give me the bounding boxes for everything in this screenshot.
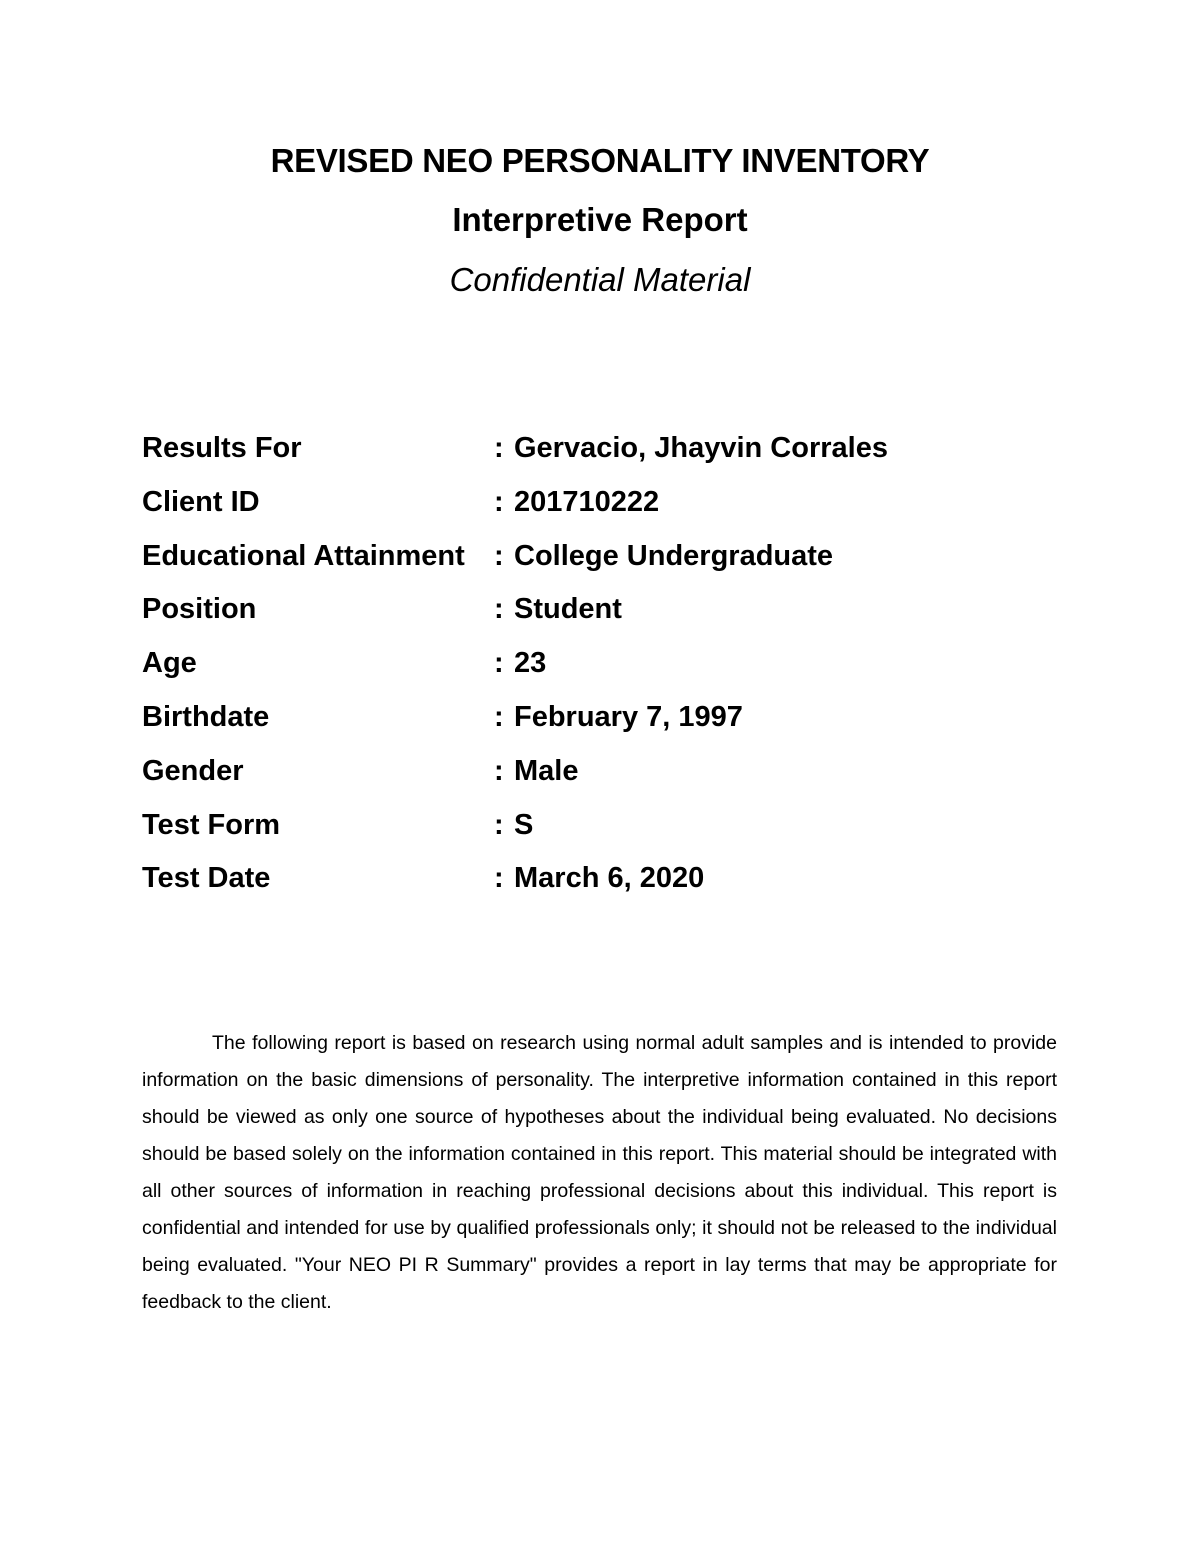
field-row-birthdate [142, 697, 1042, 751]
field-value: February 7, 1997 [514, 700, 743, 733]
field-row-educational-attainment [142, 536, 1042, 590]
report-title: REVISED NEO PERSONALITY INVENTORY [270, 142, 930, 179]
field-value: S [514, 808, 534, 841]
field-label: Educational Attainment [142, 539, 465, 572]
field-value: Student [514, 593, 622, 626]
disclaimer-paragraph: The following report is based on research using normal adult samples and is intended to provide information on the basic dimensions of personality. The interpretive information contained in this report should be viewed as only one source of hypotheses about the individual being evaluated. No decisions should be based solely on the information contained in this report. This material should be integrated with all other sources of information in reaching professional decisions about this individual. This report is confidential and intended for use by qualified professionals only; it should not be released to the individual being evaluated. "Your NEO PI R Summary" provides a report in lay terms that may be appropriate for feedback to the client. [142, 1031, 1057, 1313]
field-label: Age [142, 647, 197, 680]
field-separator: : [494, 700, 504, 733]
field-row-test-date [142, 858, 1042, 912]
field-label: Results For [142, 432, 302, 464]
field-row-position [142, 589, 1042, 643]
field-row-results-for [142, 428, 1042, 482]
field-value: March 6, 2020 [514, 862, 705, 895]
field-row-client-id [142, 482, 1042, 536]
field-value: 23 [514, 647, 547, 680]
field-separator: : [494, 593, 504, 626]
field-separator: : [494, 808, 504, 841]
field-label: Test Date [142, 862, 271, 895]
field-row-gender [142, 751, 1042, 805]
field-row-test-form [142, 805, 1042, 859]
field-value: 201710222 [514, 485, 660, 518]
field-value: Male [514, 754, 579, 787]
client-info-fields [142, 428, 1042, 912]
field-label: Gender [142, 754, 244, 787]
field-separator: : [494, 539, 504, 572]
field-label: Client ID [142, 485, 260, 518]
field-separator: : [494, 862, 504, 895]
field-separator: : [494, 485, 504, 518]
confidential-notice: Confidential Material [449, 261, 751, 298]
field-value: College Undergraduate [514, 539, 834, 572]
field-value: Gervacio, Jhayvin Corrales [514, 432, 888, 464]
report-subtitle: Interpretive Report [452, 201, 748, 238]
field-separator: : [494, 754, 504, 787]
field-label: Birthdate [142, 700, 270, 733]
field-label: Test Form [142, 808, 281, 841]
field-row-age [142, 643, 1042, 697]
field-separator: : [494, 647, 504, 680]
field-separator: : [494, 432, 504, 464]
field-label: Position [142, 593, 257, 626]
